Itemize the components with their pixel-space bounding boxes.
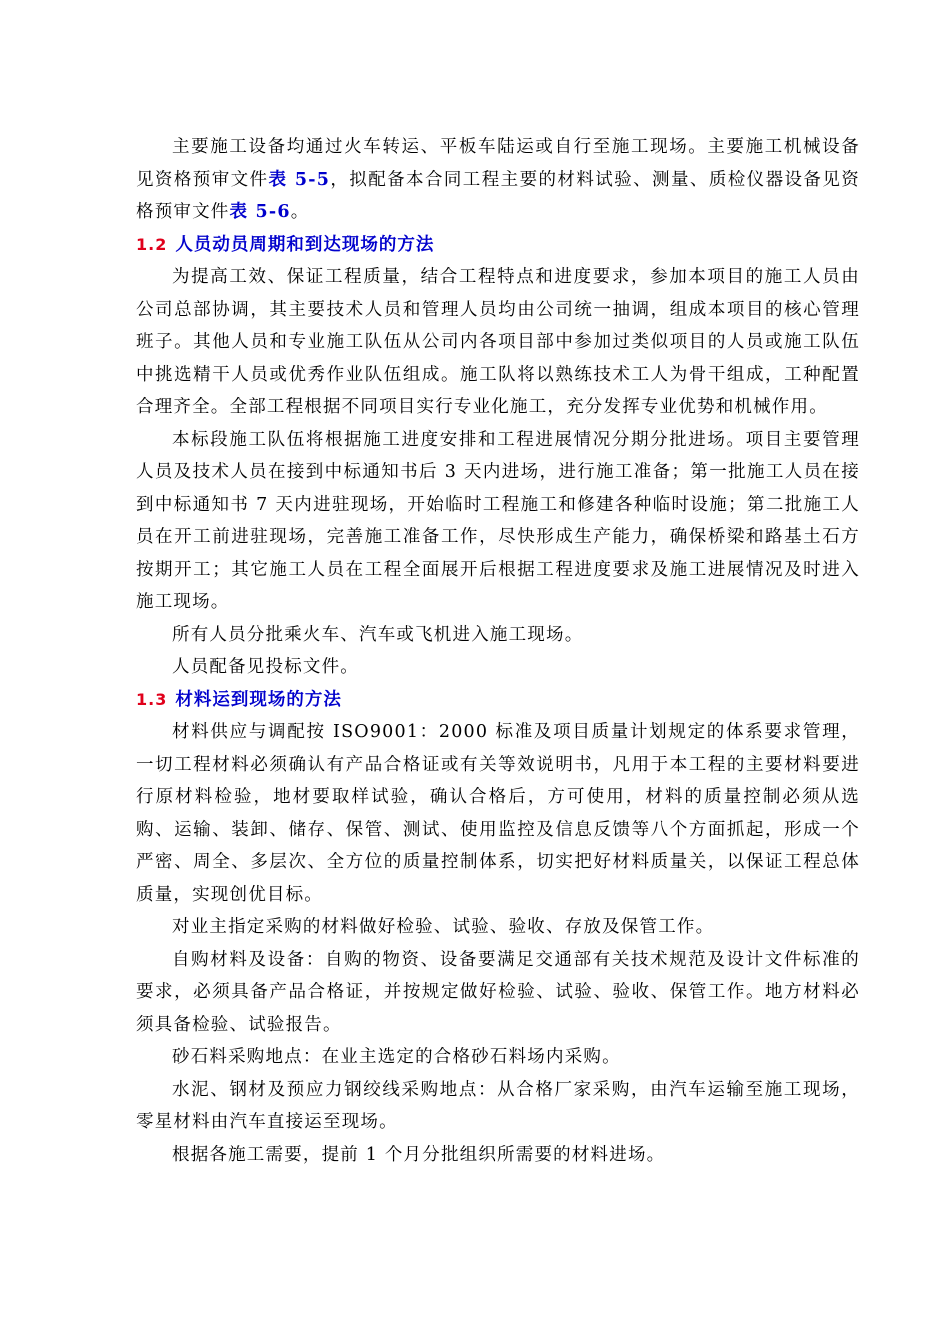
section-1-2-paragraph-4: 人员配备见投标文件。 <box>172 657 359 677</box>
table-5-6-reference[interactable]: 表 5-6 <box>229 202 291 222</box>
section-1-2-title: 人员动员周期和到达现场的方法 <box>175 234 435 255</box>
section-1-3-paragraph-1: 材料供应与调配按 ISO9001：2000 标准及项目质量计划规定的体系要求管理，一切工程材料必须确认有产品合格证或有关等效说明书，凡用于本工程的主要材料要进行原材料检验，地材要取样试验，确认合格后，方可使用，材料的质量控制必须从选购、运输、装卸、储存、保管、测试、使用监控及信息反馈等八个方面抓起，形成一个严密、周全、多层次、全方位的质量控制体系，切实把好材料质量关，以保证工程总体质量，实现创优目标。 <box>136 722 860 905</box>
table-5-5-reference[interactable]: 表 5-5 <box>268 169 331 190</box>
intro-text-c: 。 <box>290 202 310 222</box>
section-1-3-paragraph-3: 自购材料及设备：自购的物资、设备要满足交通部有关技术规范及设计文件标准的要求，必须具备产品合格证，并按规定做好检验、试验、验收、保管工作。地方材料必须具备检验、试验报告。 <box>136 949 860 1035</box>
section-1-2-paragraph-2: 本标段施工队伍将根据施工进度安排和工程进展情况分期分批进场。项目主要管理人员及技术人员在接到中标通知书后 3 天内进场，进行施工准备；第一批施工人员在接到中标通知书 7 天内进驻现场，开始临时工程施工和修建各种临时设施；第二批施工人员在开工前进驻现场，完善施工准备工作，尽快形成生产能力，确保桥梁和路基土石方按期开工；其它施工人员在工程全面展开后根据工程进度要求及施工进展情况及时进入施工现场。 <box>136 429 860 612</box>
section-1-3-paragraph-5: 水泥、钢材及预应力钢绞线采购地点：从合格厂家采购，由汽车运输至施工现场，零星材料由汽车直接运至现场。 <box>136 1079 860 1132</box>
section-1-3-title: 材料运到现场的方法 <box>175 689 342 710</box>
intro-text-a: 主要施工设备均通过火车转运、平板车陆运或自行至施工现场。主要施工机械设备见资格预审文件 <box>136 137 860 190</box>
section-1-3-heading <box>136 684 860 717</box>
section-1-3-paragraph-4: 砂石料采购地点：在业主选定的合格砂石料场内采购。 <box>172 1047 621 1067</box>
intro-text-b: ，拟配备本合同工程主要的材料试验、测量、质检仪器设备见资格预审文件 <box>136 169 860 222</box>
section-1-2-paragraph-3: 所有人员分批乘火车、汽车或飞机进入施工现场。 <box>172 624 584 645</box>
section-1-3-paragraph-6: 根据各施工需要，提前 1 个月分批组织所需要的材料进场。 <box>172 1144 666 1165</box>
intro-paragraph <box>136 131 860 229</box>
section-1-2-paragraph-1: 为提高工效、保证工程质量，结合工程特点和进度要求，参加本项目的施工人员由公司总部协调，其主要技术人员和管理人员均由公司统一抽调，组成本项目的核心管理班子。其他人员和专业施工队伍从公司内各项目部中参加过类似项目的人员或施工队伍中挑选精干人员或优秀作业队伍组成。施工队将以熟练技术工人为骨干组成，工种配置合理齐全。全部工程根据不同项目实行专业化施工，充分发挥专业优势和机械作用。 <box>136 267 860 417</box>
section-1-2-number: 1.2 <box>136 234 168 254</box>
section-1-3-number: 1.3 <box>136 689 168 709</box>
document-page <box>136 131 860 1171</box>
section-1-3-paragraph-2: 对业主指定采购的材料做好检验、试验、验收、存放及保管工作。 <box>172 917 715 937</box>
section-1-2-heading <box>136 229 860 262</box>
